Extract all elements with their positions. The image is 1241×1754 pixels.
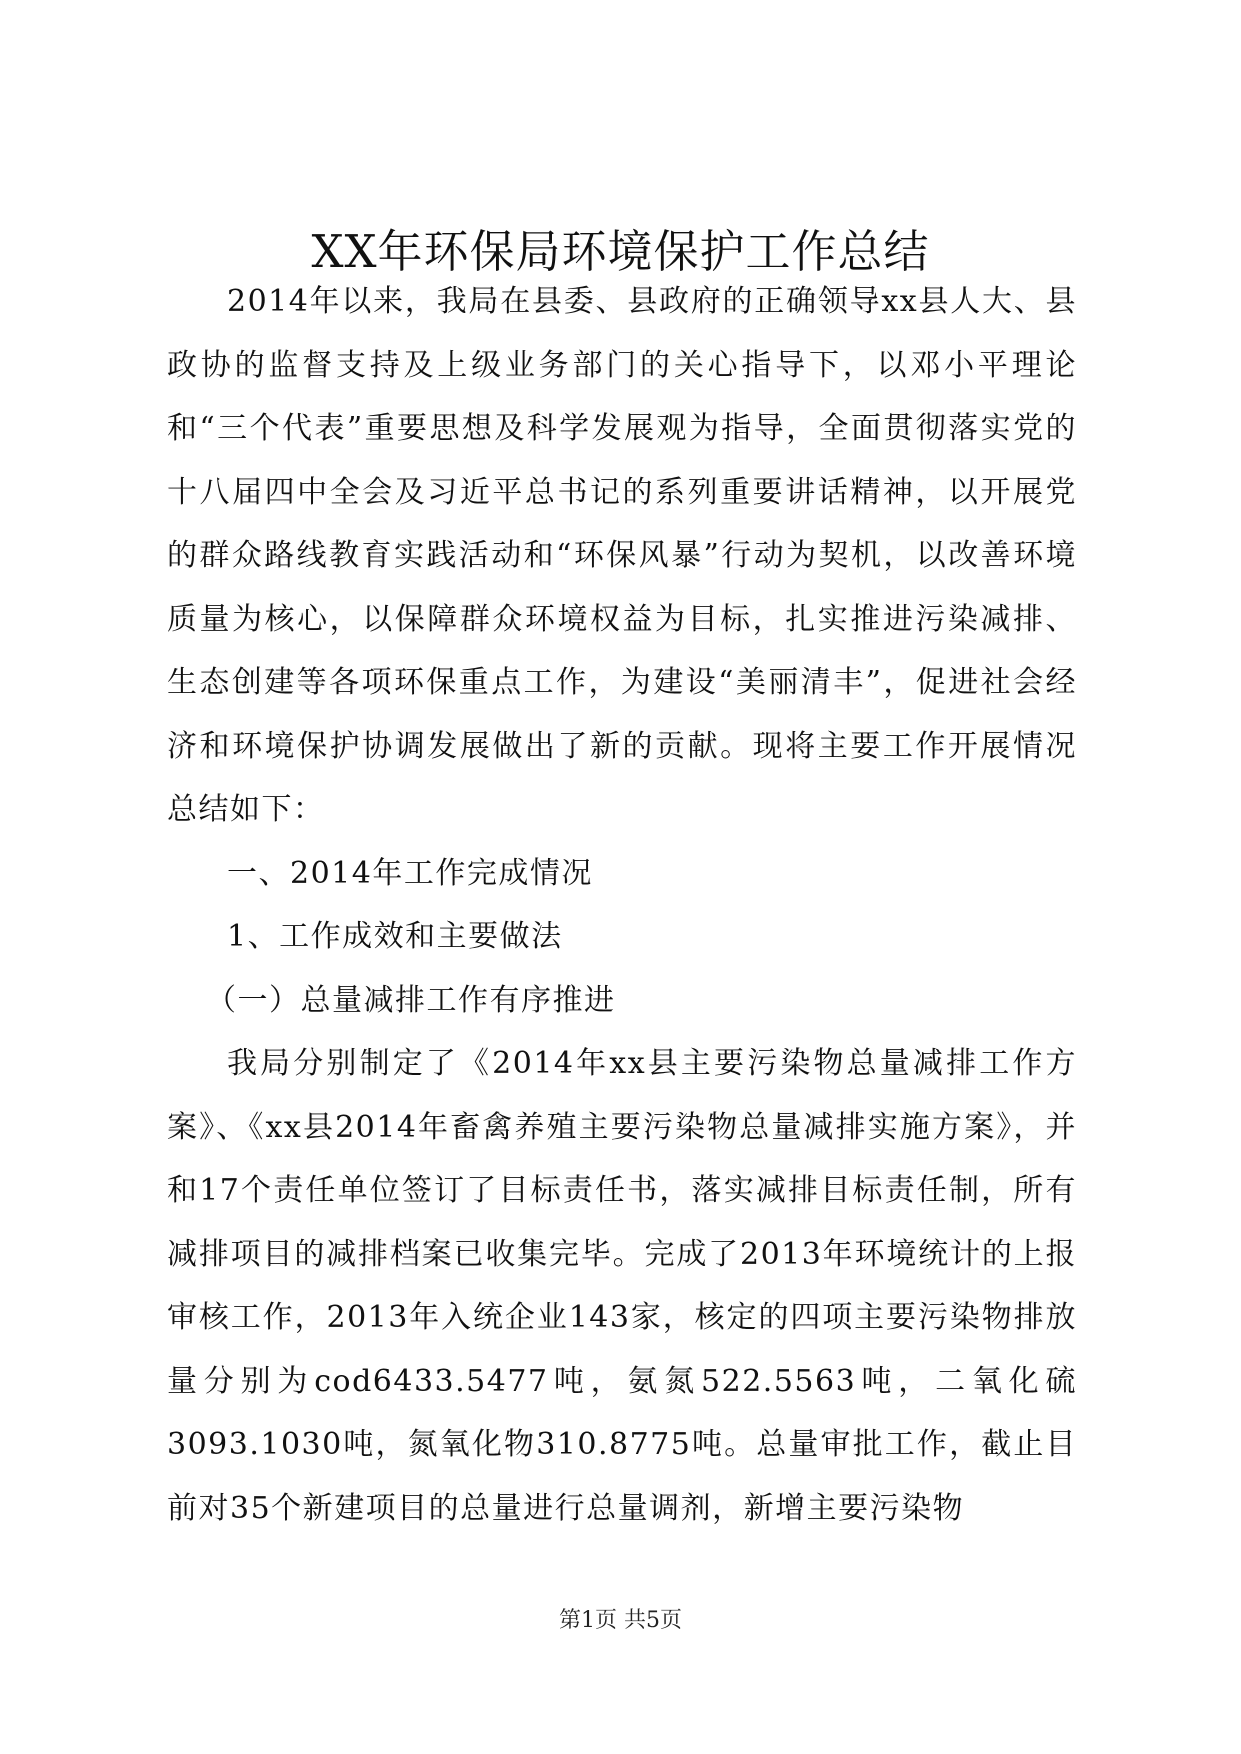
document-body — [167, 270, 1077, 1540]
intro-paragraph: 2014年以来，我局在县委、县政府的正确领导xx县人大、县政协的监督支持及上级业务部门的关心指导下，以邓小平理论和“三个代表”重要思想及科学发展观为指导，全面贯彻落实党的十八届四中全会及习近平总书记的系列重要讲话精神，以开展党的群众路线教育实践活动和“环保风暴”行动为契机，以改善环境质量为核心，以保障群众环境权益为目标，扎实推进污染减排、生态创建等各项环保重点工作，为建设“美丽清丰”，促进社会经济和环境保护协调发展做出了新的贡献。现将主要工作开展情况总结如下： — [167, 284, 1077, 827]
document-title: XX年环保局环境保护工作总结 — [311, 225, 930, 278]
subsection-heading: 1、工作成效和主要做法 — [227, 919, 563, 954]
page-footer: 第1页 共5页 — [559, 1608, 682, 1633]
section-heading: 一、2014年工作完成情况 — [227, 855, 593, 891]
emission-reduction-paragraph: 我局分别制定了《2014年xx县主要污染物总量减排工作方案》、《xx县2014年畜禽养殖主要污染物总量减排实施方案》，并和17个责任单位签订了目标责任书，落实减排目标责任制，所有减排项目的减排档案已收集完毕。完成了2013年环境统计的上报审核工作，2013年入统企业143家，核定的四项主要污染物排放量分别为cod6433.5477吨，氨氮522.5563吨，二氧化硫3093.1030吨，氮氧化物310.8775吨。总量审批工作，截止目前对35个新建项目的总量进行总量调剂，新增主要污染物 — [167, 1046, 1077, 1526]
sub-subsection-heading: （一）总量减排工作有序推进 — [206, 982, 616, 1018]
